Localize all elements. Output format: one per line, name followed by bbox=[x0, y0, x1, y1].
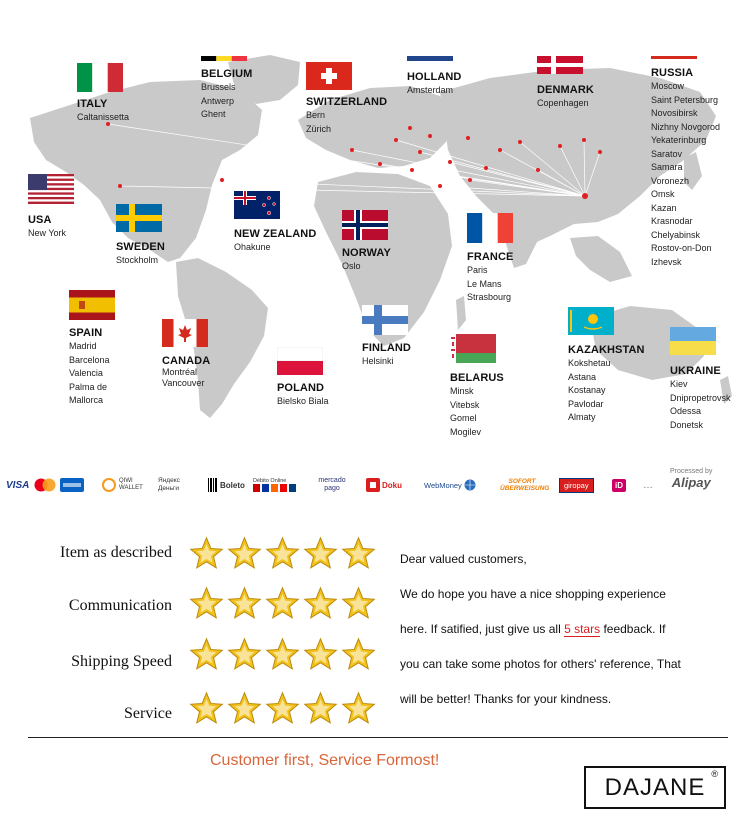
city: Odessa bbox=[670, 406, 702, 416]
sweden-flag bbox=[116, 204, 165, 232]
message-line: We do hope you have a nice shopping experience bbox=[400, 587, 666, 601]
star-icon bbox=[188, 636, 225, 673]
city: Mogilev bbox=[450, 426, 482, 437]
city: Stockholm bbox=[116, 255, 159, 265]
city: Le Mans bbox=[467, 278, 502, 289]
country-name: KAZAKHSTAN bbox=[568, 344, 645, 356]
city: Kostanay bbox=[568, 385, 606, 395]
city: Nizhny Novgorod bbox=[651, 121, 721, 132]
city: Voronezh bbox=[651, 175, 690, 186]
city: Barcelona bbox=[69, 354, 110, 365]
doku-icon bbox=[366, 478, 380, 492]
city-list bbox=[201, 81, 252, 122]
country-italy bbox=[77, 63, 129, 125]
city-list bbox=[670, 378, 731, 432]
switzerland-flag bbox=[306, 62, 387, 90]
five-stars-highlight: 5 stars bbox=[564, 622, 601, 636]
divider bbox=[28, 737, 728, 738]
city: Copenhagen bbox=[537, 98, 589, 108]
country-name: DENMARK bbox=[537, 84, 594, 96]
star-icon bbox=[188, 535, 225, 572]
doku-text: Doku bbox=[382, 480, 402, 490]
star-icon bbox=[302, 535, 339, 572]
star-icon bbox=[302, 585, 339, 622]
qiwi-text: QIWI WALLET bbox=[119, 478, 143, 491]
finland-flag bbox=[362, 305, 411, 335]
country-name: HOLLAND bbox=[407, 71, 462, 83]
sofort-text: SOFORT ÜBERWEISUNG bbox=[500, 478, 550, 492]
city: Kokshetau bbox=[568, 358, 611, 368]
country-new-zealand bbox=[234, 191, 316, 255]
mercado-pago-logo bbox=[314, 474, 350, 496]
giropay-text: giropay bbox=[559, 478, 594, 493]
rating-row-service bbox=[0, 690, 380, 730]
star-icon bbox=[188, 585, 225, 622]
madagascar-landmass bbox=[456, 296, 466, 330]
star-rating bbox=[188, 535, 378, 575]
city: Palma de bbox=[69, 381, 108, 392]
country-name: CANADA bbox=[162, 355, 211, 367]
city-list bbox=[277, 395, 329, 409]
rating-row-item-as-described bbox=[0, 535, 380, 575]
city: Saratov bbox=[651, 148, 683, 159]
poland-flag bbox=[277, 347, 329, 375]
usa-flag bbox=[28, 174, 74, 204]
city-list bbox=[162, 367, 210, 389]
city: Montréal bbox=[162, 367, 198, 377]
ukraine-flag bbox=[670, 327, 731, 355]
rating-label: Item as described bbox=[60, 544, 172, 561]
star-icon bbox=[264, 535, 301, 572]
city: Krasnodar bbox=[651, 216, 693, 226]
message-text: here. If satified, just give us all bbox=[400, 622, 565, 636]
norway-flag bbox=[342, 210, 391, 240]
city: Amsterdam bbox=[407, 85, 454, 95]
globe-icon bbox=[464, 479, 476, 491]
country-name: UKRAINE bbox=[670, 365, 721, 377]
star-icon bbox=[264, 636, 301, 673]
city: Chelyabinsk bbox=[651, 229, 701, 240]
star-icon bbox=[340, 690, 377, 727]
registered-mark: ® bbox=[711, 769, 718, 779]
france-flag bbox=[467, 213, 513, 243]
kazakhstan-flag bbox=[568, 307, 645, 335]
spain-flag bbox=[69, 290, 115, 320]
belarus-flag bbox=[450, 334, 504, 363]
city: Vancouver bbox=[162, 378, 205, 388]
russia-flag bbox=[651, 56, 720, 59]
star-icon bbox=[226, 690, 263, 727]
city: Omsk bbox=[651, 189, 675, 199]
star-icon bbox=[340, 585, 377, 622]
country-name: FRANCE bbox=[467, 251, 514, 263]
city-list bbox=[568, 357, 645, 425]
canada-flag bbox=[162, 319, 210, 347]
star-icon bbox=[264, 585, 301, 622]
country-spain bbox=[69, 290, 115, 408]
city-list bbox=[407, 84, 461, 98]
country-belgium bbox=[201, 56, 252, 122]
doku-logo bbox=[366, 474, 402, 496]
country-norway bbox=[342, 210, 391, 274]
country-france bbox=[467, 213, 513, 305]
webmoney-logo bbox=[424, 474, 476, 496]
country-name: BELARUS bbox=[450, 372, 504, 384]
message-line: will be better! Thanks for your kindness. bbox=[400, 692, 612, 706]
message-line: you can take some photos for others' reference, That bbox=[400, 657, 681, 671]
feedback-message bbox=[400, 542, 740, 717]
city-list bbox=[362, 355, 411, 369]
yandex-money-logo bbox=[158, 474, 194, 496]
giropay-logo bbox=[559, 474, 594, 496]
country-name: USA bbox=[28, 214, 52, 226]
country-name: SWEDEN bbox=[116, 241, 165, 253]
message-text: feedback. If bbox=[600, 622, 666, 636]
city-list bbox=[116, 254, 165, 268]
country-poland bbox=[277, 347, 329, 409]
city: Rostov-on-Don bbox=[651, 243, 712, 253]
city: Strasbourg bbox=[467, 292, 512, 302]
ideal-text: iD bbox=[612, 479, 626, 492]
debito-online-logo bbox=[253, 474, 297, 496]
city: Pavlodar bbox=[568, 398, 604, 409]
rating-row-communication bbox=[0, 585, 380, 625]
city: Moscow bbox=[651, 81, 685, 91]
star-icon bbox=[302, 690, 339, 727]
city: Caltanissetta bbox=[77, 112, 130, 122]
city: Saint Petersburg bbox=[651, 94, 719, 105]
country-name: SWITZERLAND bbox=[306, 96, 388, 108]
ideal-logo bbox=[612, 474, 626, 496]
maestro-icon bbox=[60, 478, 84, 492]
debito-text: Débito Online bbox=[253, 478, 287, 484]
denmark-flag bbox=[537, 56, 594, 74]
star-icon bbox=[302, 636, 339, 673]
alipay-text: Alipay bbox=[671, 475, 711, 490]
barcode-icon bbox=[208, 478, 218, 492]
country-belarus bbox=[450, 334, 504, 439]
country-name: NEW ZEALAND bbox=[234, 228, 317, 240]
city: Vitebsk bbox=[450, 399, 480, 410]
ellipsis-text: … bbox=[643, 479, 653, 491]
city-list bbox=[77, 111, 129, 125]
country-name: FINLAND bbox=[362, 342, 411, 354]
rating-row-shipping-speed bbox=[0, 636, 380, 676]
yandex-text: Яндекс Деньги bbox=[158, 477, 180, 492]
city: Bielsko Biala bbox=[277, 396, 329, 406]
star-rating bbox=[188, 690, 378, 730]
city-list bbox=[306, 109, 387, 136]
city-list bbox=[537, 97, 594, 111]
rating-label: Shipping Speed bbox=[71, 653, 172, 670]
bank-icons bbox=[253, 484, 297, 492]
star-icon bbox=[226, 636, 263, 673]
qiwi-icon bbox=[102, 478, 116, 492]
star-icon bbox=[340, 535, 377, 572]
visa-logo bbox=[6, 474, 84, 496]
boleto-text: Boleto bbox=[220, 480, 245, 490]
mastercard-icon bbox=[32, 477, 58, 493]
city: Samara bbox=[651, 162, 683, 172]
city: Dnipropetrovsk bbox=[670, 392, 731, 403]
city: Bern bbox=[306, 110, 326, 120]
star-icon bbox=[226, 585, 263, 622]
city: Yekaterinburg bbox=[651, 135, 707, 145]
visa-text: VISA bbox=[6, 479, 30, 491]
city: Kazan bbox=[651, 202, 677, 213]
star-icon bbox=[188, 690, 225, 727]
city: Antwerp bbox=[201, 95, 235, 106]
city: Madrid bbox=[69, 341, 97, 351]
mercado-text: mercado pago bbox=[318, 477, 346, 492]
star-icon bbox=[226, 535, 263, 572]
country-kazakhstan bbox=[568, 307, 645, 425]
city-list bbox=[342, 260, 391, 274]
country-name: ITALY bbox=[77, 98, 108, 110]
country-name: BELGIUM bbox=[201, 68, 253, 80]
city: Helsinki bbox=[362, 356, 394, 366]
boleto-logo bbox=[208, 474, 245, 496]
country-russia bbox=[651, 56, 720, 269]
city: Donetsk bbox=[670, 419, 704, 430]
new-zealand-flag bbox=[234, 191, 316, 219]
country-switzerland bbox=[306, 62, 387, 136]
city-list bbox=[651, 80, 720, 269]
star-rating bbox=[188, 636, 378, 676]
city-list bbox=[69, 340, 115, 408]
city: Astana bbox=[568, 371, 597, 382]
country-name: POLAND bbox=[277, 382, 325, 394]
rating-label: Service bbox=[124, 705, 172, 722]
city-list bbox=[234, 241, 316, 255]
brand-logo bbox=[584, 766, 726, 809]
southeast-asia-landmass bbox=[570, 236, 632, 282]
star-rating bbox=[188, 585, 378, 625]
feedback-section bbox=[0, 530, 750, 730]
webmoney-text: WebMoney bbox=[424, 480, 462, 490]
slogan: Customer first, Service Formost! bbox=[210, 752, 440, 769]
payment-methods-strip bbox=[0, 466, 750, 506]
alipay-badge bbox=[670, 468, 712, 502]
message-line: Dear valued customers, bbox=[400, 552, 527, 566]
city: New York bbox=[28, 228, 67, 238]
country-holland bbox=[407, 56, 461, 98]
city-list bbox=[467, 264, 513, 305]
qiwi-logo bbox=[102, 474, 145, 496]
city-list bbox=[450, 385, 504, 439]
country-name: NORWAY bbox=[342, 247, 391, 259]
city: Novosibirsk bbox=[651, 108, 698, 118]
city: Almaty bbox=[568, 412, 596, 422]
city: Mallorca bbox=[69, 395, 104, 405]
city: Oslo bbox=[342, 261, 361, 271]
country-name: SPAIN bbox=[69, 327, 103, 339]
sofort-logo bbox=[500, 474, 550, 496]
italy-flag bbox=[77, 63, 129, 92]
city: Minsk bbox=[450, 386, 474, 396]
city: Izhevsk bbox=[651, 256, 682, 267]
country-usa bbox=[28, 174, 74, 241]
processed-by-text: Processed by bbox=[670, 468, 713, 475]
city: Valencia bbox=[69, 368, 103, 378]
star-icon bbox=[340, 636, 377, 673]
country-sweden bbox=[116, 204, 165, 268]
city: Ohakune bbox=[234, 242, 271, 252]
brand-name: DAJANE bbox=[604, 773, 706, 801]
more-payments bbox=[643, 474, 653, 496]
city: Zürich bbox=[306, 123, 332, 134]
country-finland bbox=[362, 305, 411, 369]
city: Kiev bbox=[670, 379, 688, 389]
rating-label: Communication bbox=[68, 597, 172, 614]
country-name: RUSSIA bbox=[651, 67, 694, 79]
country-denmark bbox=[537, 56, 594, 111]
holland-flag bbox=[407, 56, 461, 61]
city: Ghent bbox=[201, 109, 226, 119]
city-list bbox=[28, 227, 74, 241]
city: Brussels bbox=[201, 82, 236, 92]
message-line bbox=[400, 612, 740, 647]
star-icon bbox=[264, 690, 301, 727]
city: Paris bbox=[467, 265, 488, 275]
city: Gomel bbox=[450, 413, 477, 423]
belgium-flag bbox=[201, 56, 252, 61]
country-ukraine bbox=[670, 327, 731, 432]
country-canada bbox=[162, 319, 210, 389]
